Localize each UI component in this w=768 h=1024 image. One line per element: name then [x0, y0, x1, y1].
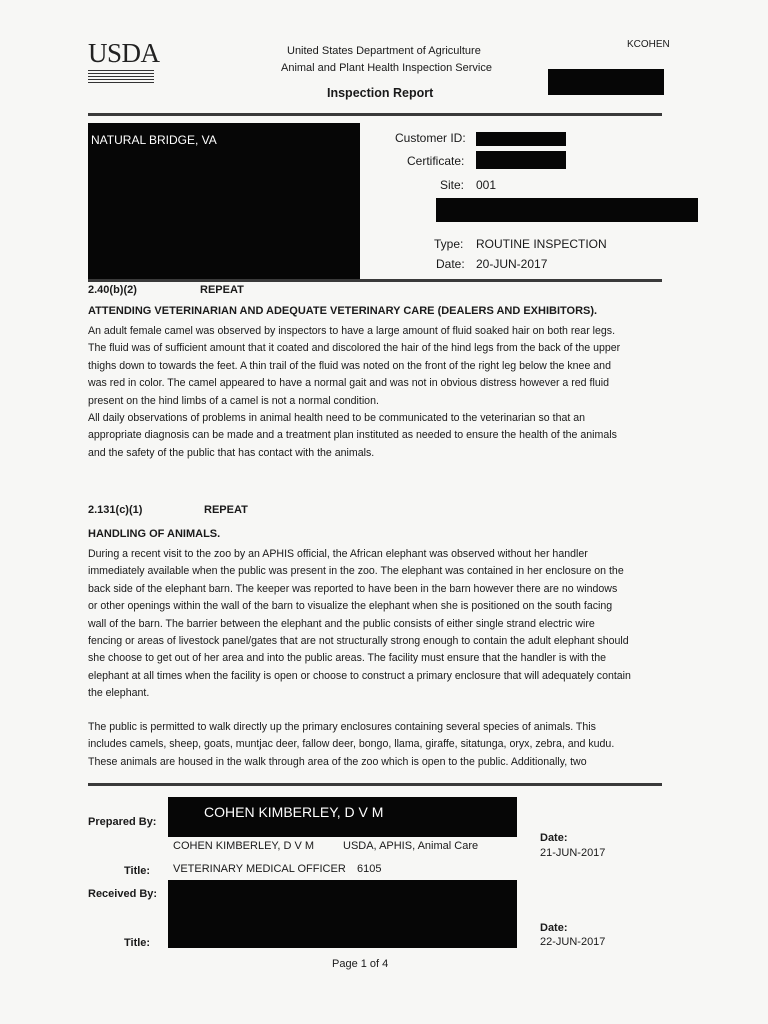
- received-by-redaction: [168, 880, 517, 948]
- date-value: 20-JUN-2017: [476, 257, 548, 271]
- citation-2-status: REPEAT: [204, 504, 248, 516]
- body-line: the elephant.: [88, 687, 150, 700]
- body-line: present on the hind limbs of a camel is not a normal condition.: [88, 394, 379, 407]
- citation-1-heading: ATTENDING VETERINARIAN AND ADEQUATE VETERINARY CARE (DEALERS AND EXHIBITORS).: [88, 305, 598, 317]
- citation-2-heading: HANDLING OF ANIMALS.: [88, 528, 221, 540]
- agency-line-1: United States Department of Agriculture: [287, 45, 481, 57]
- preparer-title: VETERINARY MEDICAL OFFICER: [173, 863, 346, 875]
- prepared-date-label: Date:: [540, 832, 568, 844]
- agency-line-2: Animal and Plant Health Inspection Service: [281, 62, 492, 74]
- citation-2-body-continued: [88, 719, 672, 771]
- user-id: KCOHEN: [627, 39, 670, 50]
- body-line: An adult female camel was observed by inspectors to have a large amount of fluid soaked hair on both rear legs.: [88, 325, 616, 337]
- citation-1-status: REPEAT: [200, 284, 244, 296]
- citation-2-code: 2.131(c)(1): [88, 504, 143, 516]
- citation-1-body: [88, 323, 672, 462]
- signature-name: COHEN KIMBERLEY, D V M: [204, 804, 384, 820]
- report-title: Inspection Report: [327, 86, 434, 100]
- type-value: ROUTINE INSPECTION: [476, 237, 607, 251]
- signature-box: [168, 797, 517, 837]
- body-line: All daily observations of problems in animal health need to be communicated to the veterinarian so that an: [88, 412, 586, 425]
- received-date-label: Date:: [540, 922, 568, 934]
- body-line: The public is permitted to walk directly up the primary enclosures containing several species of animals. This: [88, 721, 596, 733]
- certificate-redaction: [476, 151, 566, 169]
- preparer-agency: USDA, APHIS, Animal Care: [343, 840, 479, 852]
- citation-2-body: [88, 546, 672, 703]
- site-redaction: [436, 198, 698, 222]
- body-line: and the safety of the public that has contact with the animals.: [88, 446, 375, 459]
- body-line: she choose to get out of her area and into the public areas. The facility must ensure that the handler is with the: [88, 652, 607, 665]
- title-label: Title:: [124, 865, 151, 877]
- date-label: Date:: [436, 257, 465, 271]
- footer-divider: [88, 783, 662, 786]
- header-divider: [88, 113, 662, 116]
- body-line: was red in color. The camel appeared to have a normal gait and was not in obvious distress however a red fluid: [88, 377, 609, 390]
- body-line: back side of the elephant barn. The keeper was reported to have been in the barn however there are no windows: [88, 582, 618, 595]
- facility-redaction: [88, 123, 360, 279]
- body-line: or other openings within the wall of the barn to visualize the elephant when she is positioned on the south facing: [88, 600, 613, 613]
- prepared-date: 21-JUN-2017: [540, 847, 606, 859]
- body-line: appropriate diagnosis can be made and a treatment plan instituted as needed to ensure the health of the animals: [88, 429, 617, 442]
- body-line: The fluid was of sufficient amount that it coated and discolored the hair of the hind legs from the back of the upper: [88, 342, 621, 355]
- body-line: elephant at all times when the facility is open or choose to construct a primary enclosure that will adequately contain: [88, 669, 631, 682]
- received-by-label: Received By:: [88, 888, 158, 900]
- received-date: 22-JUN-2017: [540, 936, 606, 948]
- redaction-header: [548, 69, 664, 95]
- customer-id-label: Customer ID:: [395, 131, 466, 145]
- page-number: Page 1 of 4: [332, 958, 389, 970]
- body-line: wall of the barn. The barrier between the elephant and the public consists of either single strand electric wire: [88, 617, 595, 630]
- received-title-label: Title:: [124, 937, 151, 949]
- body-line: includes camels, sheep, goats, muntjac deer, fallow deer, bongo, llama, giraffe, sitatunga, oryx, zebra, and kudu.: [88, 738, 615, 751]
- body-line: thighs down to towards the feet. A thin trail of the fluid was noted on the front of the right leg below the knee and: [88, 359, 611, 372]
- body-line: immediately available when the public was present in the zoo. The elephant was contained in her enclosure on the: [88, 565, 624, 578]
- site-value: 001: [476, 178, 497, 192]
- preparer-name: COHEN KIMBERLEY, D V M: [173, 840, 314, 852]
- preparer-id: 6105: [357, 863, 382, 875]
- body-line: These animals are housed in the walk through area of the zoo which is open to the public. Additionally, two: [88, 755, 587, 768]
- usda-logo-text: USDA: [88, 38, 160, 68]
- site-label: Site:: [440, 178, 465, 192]
- customer-id-redaction: [476, 132, 566, 146]
- body-line: During a recent visit to the zoo by an APHIS official, the African elephant was observed without her handler: [88, 548, 588, 560]
- prepared-by-label: Prepared By:: [88, 816, 157, 828]
- certificate-label: Certificate:: [407, 154, 465, 168]
- citation-1-code: 2.40(b)(2): [88, 284, 137, 296]
- type-label: Type:: [434, 237, 464, 251]
- facility-location: NATURAL BRIDGE, VA: [91, 133, 217, 147]
- body-line: fencing or areas of livestock panel/gates that are not structurally strong enough to contain the adult elephant should: [88, 635, 629, 648]
- usda-logo: [88, 38, 160, 86]
- facility-divider: [88, 279, 662, 282]
